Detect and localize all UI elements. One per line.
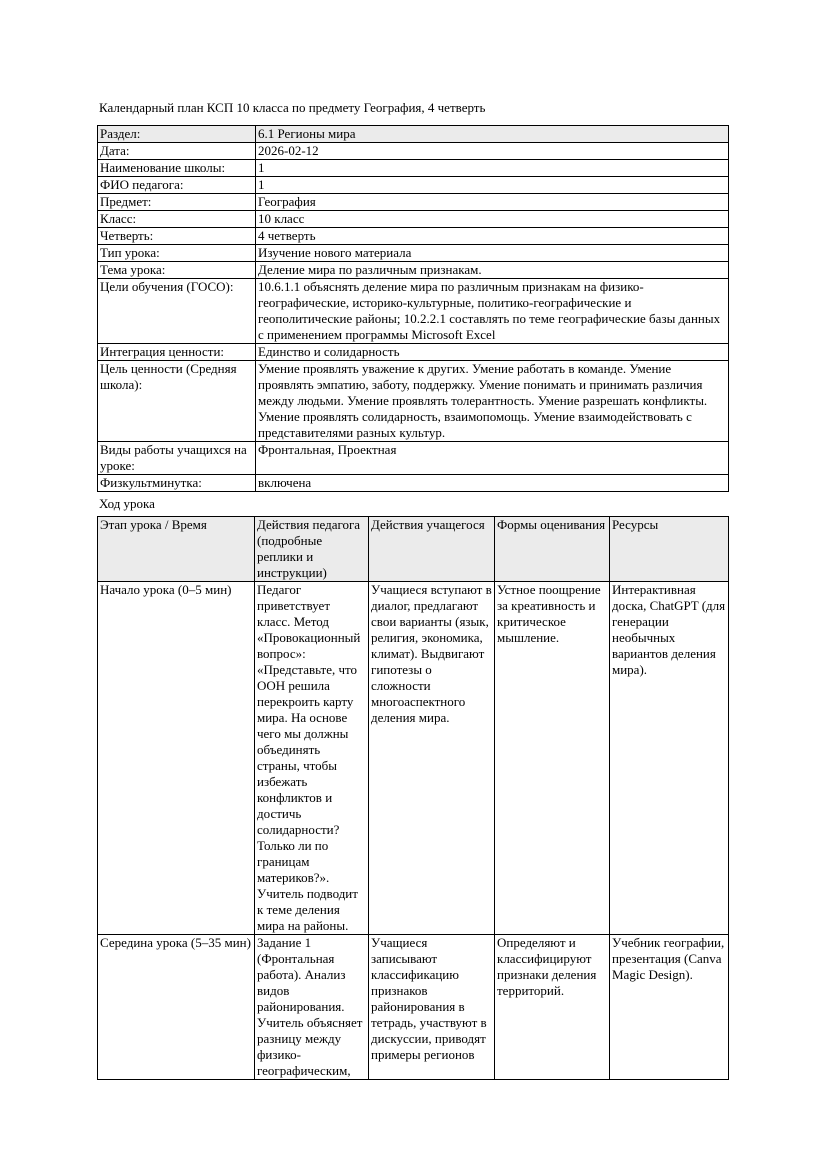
info-label: Тип урока: bbox=[98, 245, 256, 262]
table-row bbox=[98, 143, 729, 160]
cell-resources: Учебник географии, презентация (Canva Magic Design). bbox=[610, 935, 729, 1080]
info-value: Изучение нового материала bbox=[256, 245, 729, 262]
table-row bbox=[98, 344, 729, 361]
info-value: 10.6.1.1 объяснять деление мира по различным признакам на физико-географические, историко-культурные, политико-географические и геополитические районы; 10.2.2.1 составлять по теме географические базы данных с применением программы Microsoft Excel bbox=[256, 279, 729, 344]
info-value: Деление мира по различным признакам. bbox=[256, 262, 729, 279]
info-value: Фронтальная, Проектная bbox=[256, 442, 729, 475]
lesson-row bbox=[98, 935, 729, 1080]
cell-assessment: Определяют и классифицируют признаки деления территорий. bbox=[495, 935, 610, 1080]
lesson-header-row bbox=[98, 517, 729, 582]
info-value: 4 четверть bbox=[256, 228, 729, 245]
table-row bbox=[98, 442, 729, 475]
table-row bbox=[98, 194, 729, 211]
info-label: Цели обучения (ГОСО): bbox=[98, 279, 256, 344]
table-row bbox=[98, 177, 729, 194]
info-value: включена bbox=[256, 475, 729, 492]
info-label: Дата: bbox=[98, 143, 256, 160]
table-row bbox=[98, 160, 729, 177]
lesson-table bbox=[97, 516, 729, 1080]
info-value: 6.1 Регионы мира bbox=[256, 126, 729, 143]
info-label: Четверть: bbox=[98, 228, 256, 245]
info-label: Наименование школы: bbox=[98, 160, 256, 177]
table-row bbox=[98, 262, 729, 279]
col-header-resources: Ресурсы bbox=[610, 517, 729, 582]
info-value: 1 bbox=[256, 177, 729, 194]
page-title: Календарный план КСП 10 класса по предмету География, 4 четверть bbox=[99, 100, 486, 115]
table-row bbox=[98, 245, 729, 262]
info-label: Предмет: bbox=[98, 194, 256, 211]
col-header-teacher-actions: Действия педагога (подробные реплики и инструкции) bbox=[255, 517, 369, 582]
info-label: Физкультминутка: bbox=[98, 475, 256, 492]
info-label: Класс: bbox=[98, 211, 256, 228]
info-label: Цель ценности (Средняя школа): bbox=[98, 361, 256, 442]
document-content bbox=[97, 100, 728, 1080]
col-header-assessment: Формы оценивания bbox=[495, 517, 610, 582]
info-label: Виды работы учащихся на уроке: bbox=[98, 442, 256, 475]
cell-student-actions: Учащиеся записывают классификацию признаков районирования в тетрадь, участвуют в дискуссии, приводят примеры регионов bbox=[369, 935, 495, 1080]
table-row bbox=[98, 126, 729, 143]
info-label: Интеграция ценности: bbox=[98, 344, 256, 361]
table-row bbox=[98, 361, 729, 442]
info-value: 2026-02-12 bbox=[256, 143, 729, 160]
cell-teacher-actions: Задание 1 (Фронтальная работа). Анализ видов районирования. Учитель объясняет разницу между физико-географическим, bbox=[255, 935, 369, 1080]
info-label: ФИО педагога: bbox=[98, 177, 256, 194]
cell-assessment: Устное поощрение за креативность и критическое мышление. bbox=[495, 582, 610, 935]
table-row bbox=[98, 279, 729, 344]
table-row bbox=[98, 228, 729, 245]
info-table bbox=[97, 125, 729, 492]
info-value: 10 класс bbox=[256, 211, 729, 228]
table-row bbox=[98, 475, 729, 492]
info-value: Умение проявлять уважение к других. Умение работать в команде. Умение проявлять эмпатию, заботу, поддержку. Умение понимать и принимать различия между людьми. Умение проявлять толерантность. Умение разрешать конфликты. Умение проявлять солидарность, взаимопомощь. Умение взаимодействовать с представителями разных культур. bbox=[256, 361, 729, 442]
info-label: Тема урока: bbox=[98, 262, 256, 279]
info-value: 1 bbox=[256, 160, 729, 177]
cell-student-actions: Учащиеся вступают в диалог, предлагают свои варианты (язык, религия, экономика, климат). Выдвигают гипотезы о сложности многоаспектного деления мира. bbox=[369, 582, 495, 935]
cell-stage: Середина урока (5–35 мин) bbox=[98, 935, 255, 1080]
info-value: География bbox=[256, 194, 729, 211]
lesson-row bbox=[98, 582, 729, 935]
info-value: Единство и солидарность bbox=[256, 344, 729, 361]
section-title: Ход урока bbox=[99, 496, 155, 511]
cell-stage: Начало урока (0–5 мин) bbox=[98, 582, 255, 935]
cell-resources: Интерактивная доска, ChatGPT (для генерации необычных вариантов деления мира). bbox=[610, 582, 729, 935]
info-label: Раздел: bbox=[98, 126, 256, 143]
col-header-student-actions: Действия учащегося bbox=[369, 517, 495, 582]
cell-teacher-actions: Педагог приветствует класс. Метод «Провокационный вопрос»: «Представьте, что ООН решила перекроить карту мира. На основе чего мы должны объединять страны, чтобы избежать конфликтов и достичь солидарности? Только ли по границам материков?». Учитель подводит к теме деления мира на районы. bbox=[255, 582, 369, 935]
table-row bbox=[98, 211, 729, 228]
col-header-stage: Этап урока / Время bbox=[98, 517, 255, 582]
